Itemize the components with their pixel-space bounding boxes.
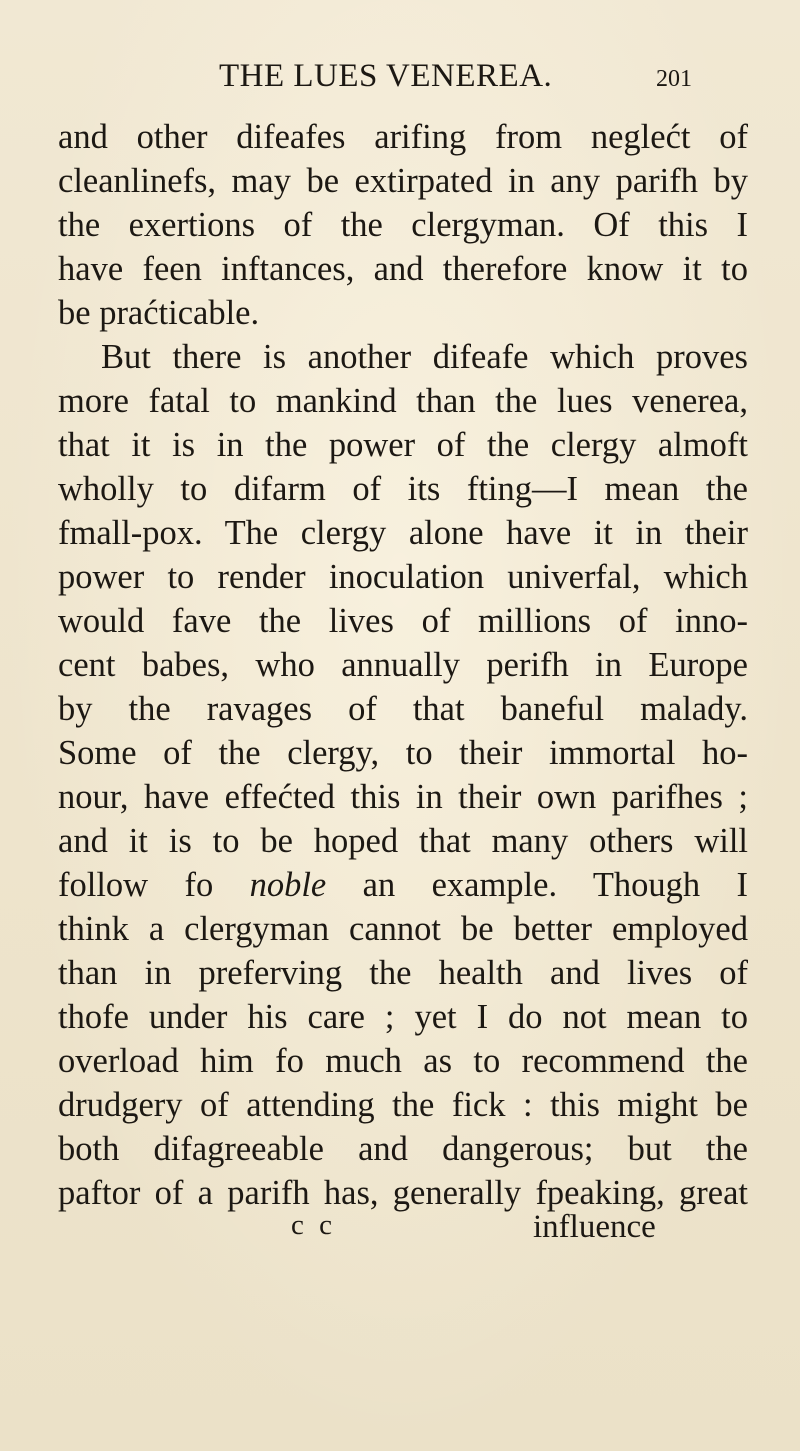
text-line-25: paftor of a parifh has, generally fpeaking, great: [58, 1174, 748, 1212]
text-line-17: and it is to be hoped that many others will: [58, 822, 748, 860]
text-line-8: that it is in the power of the clergy almoft: [58, 426, 748, 464]
text-line-14: by the ravages of that baneful malady.: [58, 690, 748, 728]
text-line-5: be praćticable.: [58, 294, 260, 332]
text-line-7: more fatal to mankind than the lues venerea,: [58, 382, 748, 420]
text-line-22: overload him fo much as to recommend the: [58, 1042, 748, 1080]
text-line-3: the exertions of the clergyman. Of this I: [58, 206, 748, 244]
text-line-16: nour, have effećted this in their own parifhes ;: [58, 778, 748, 816]
text-line-2: cleanlinefs, may be extirpated in any parifh by: [58, 162, 748, 200]
text-line-1: and other difeafes arifing from neglećt of: [58, 118, 748, 156]
running-title: THE LUES VENEREA.: [219, 58, 553, 94]
text-line-13: cent babes, who annually perifh in Europe: [58, 646, 748, 684]
catchword: influence: [533, 1209, 656, 1245]
text-line-23: drudgery of attending the fick : this might be: [58, 1086, 748, 1124]
text-line-18-start: follow fo: [58, 866, 214, 904]
text-line-24: both difagreeable and dangerous; but the: [58, 1130, 748, 1168]
running-head: [0, 58, 800, 98]
signature-mark: c c: [291, 1209, 336, 1241]
text-line-15: Some of the clergy, to their immortal ho-: [58, 734, 748, 772]
page-number: 201: [656, 66, 692, 92]
page-footer: [0, 1209, 800, 1253]
text-line-10: fmall-pox. The clergy alone have it in their: [58, 514, 748, 552]
text-line-21: thofe under his care ; yet I do not mean to: [58, 998, 748, 1036]
text-line-19: think a clergyman cannot be better employed: [58, 910, 748, 948]
text-line-18-end: an example. Though I: [362, 866, 749, 904]
text-line-4: have feen inftances, and therefore know it to: [58, 250, 748, 288]
text-line-6: But there is another difeafe which proves: [101, 338, 748, 376]
text-line-20: than in preferving the health and lives of: [58, 954, 748, 992]
text-line-12: would fave the lives of millions of inno-: [58, 602, 748, 640]
text-line-9: wholly to difarm of its fting—I mean the: [58, 470, 748, 508]
text-line-18: [58, 863, 748, 907]
italic-word-noble: noble: [249, 866, 327, 904]
text-line-11: power to render inoculation univerfal, which: [58, 558, 748, 596]
